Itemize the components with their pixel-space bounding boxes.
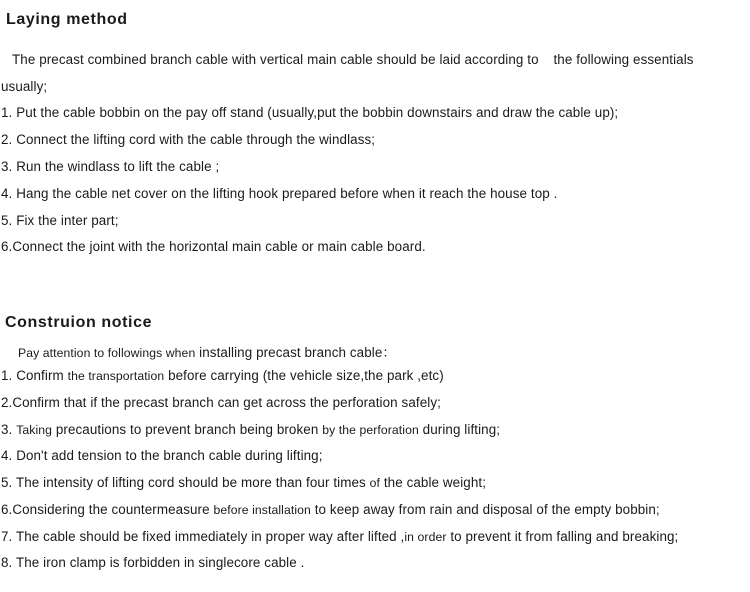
notice-item-7-part-c: to prevent it from falling and breaking; [446, 529, 679, 544]
notice-item-6-part-a: 6.Considering the countermeasure [1, 502, 214, 517]
laying-intro-part-2: the following essentials [553, 52, 694, 67]
notice-intro-part-2: installing precast branch cable： [199, 345, 396, 360]
notice-item-7 [1, 529, 678, 544]
notice-item-3 [1, 422, 500, 437]
notice-item-4: 4. Don't add tension to the branch cable during lifting; [1, 448, 323, 463]
notice-item-5-part-b: of [369, 476, 381, 490]
laying-intro-part-1: The precast combined branch cable with vertical main cable should be laid according to [12, 52, 539, 67]
notice-item-7-part-b: in order [404, 530, 447, 544]
construction-notice-heading: Construion notice [5, 314, 153, 331]
notice-item-5-part-a: 5. The intensity of lifting cord should be more than four times [1, 475, 370, 490]
laying-method-heading: Laying method [6, 11, 128, 28]
laying-intro-line-2: usually; [1, 79, 48, 94]
notice-intro [18, 342, 396, 361]
notice-item-1-part-b: the transportation [67, 369, 165, 383]
notice-item-1-part-c: before carrying (the vehicle size,the park ,etc) [164, 368, 444, 383]
notice-item-3-part-c: precautions to prevent branch being broken [52, 422, 323, 437]
notice-item-1 [1, 368, 444, 383]
notice-item-5 [1, 475, 486, 490]
laying-step-2: 2. Connect the lifting cord with the cable through the windlass; [1, 132, 376, 147]
notice-item-6 [1, 502, 660, 517]
notice-item-1-part-a: 1. Confirm [1, 368, 68, 383]
notice-item-3-part-e: during lifting; [418, 422, 501, 437]
notice-item-2: 2.Confirm that if the precast branch can get across the perforation safely; [1, 395, 441, 410]
notice-item-8: 8. The iron clamp is forbidden in singlecore cable . [1, 555, 305, 570]
notice-item-6-part-b: before installation [213, 503, 311, 517]
notice-item-6-part-c: to keep away from rain and disposal of the empty bobbin; [310, 502, 660, 517]
laying-step-5: 5. Fix the inter part; [1, 213, 119, 228]
notice-item-7-part-a: 7. The cable should be fixed immediately in proper way after lifted , [1, 529, 405, 544]
notice-item-3-part-b: Taking [16, 423, 53, 437]
laying-step-6: 6.Connect the joint with the horizontal main cable or main cable board. [1, 239, 426, 254]
laying-step-3: 3. Run the windlass to lift the cable ; [1, 159, 220, 174]
notice-item-3-part-a: 3. [1, 422, 17, 437]
laying-intro-line-1 [12, 52, 694, 67]
laying-step-4: 4. Hang the cable net cover on the lifting hook prepared before when it reach the house top . [1, 186, 558, 201]
notice-item-3-part-d: by the perforation [322, 423, 419, 437]
laying-step-1: 1. Put the cable bobbin on the pay off stand (usually,put the bobbin downstairs and draw the cable up); [1, 105, 619, 120]
notice-intro-part-1: Pay attention to followings when [18, 346, 196, 360]
notice-item-5-part-c: the cable weight; [380, 475, 487, 490]
